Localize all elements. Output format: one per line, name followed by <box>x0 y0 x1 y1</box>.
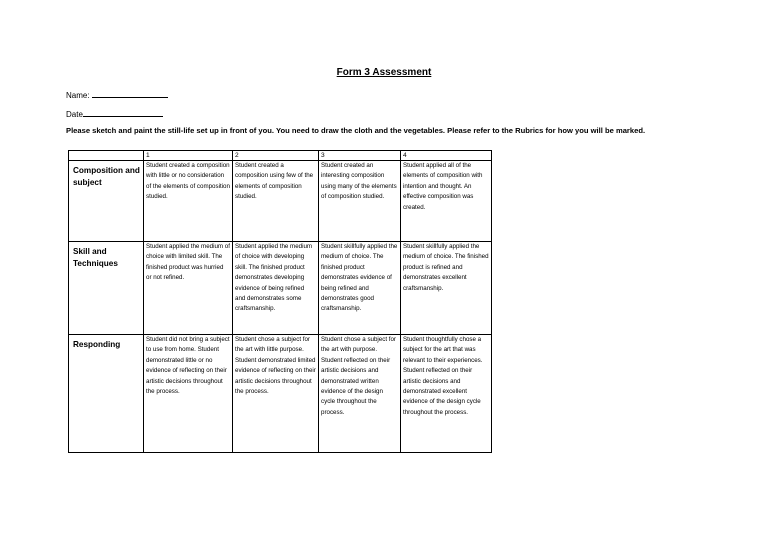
instructions-text: Please sketch and paint the still-life set up in front of you. You need to draw the cloth and the vegetables. Please refer to the Rubrics for how you will be marked. <box>66 126 646 135</box>
rubric-cell: Student thoughtfully chose a subject for the art that was relevant to their experiences. Student reflected on their artistic decisions and demonstrated excellent evidence of the design cycle throughout the process. <box>401 335 492 453</box>
rubric-cell: Student created an interesting composition using many of the elements of composition studied. <box>319 161 401 242</box>
rubric-cell: Student skillfully applied the medium of choice. The finished product demonstrates evidence of being refined and demonstrates good craftsmanship. <box>319 242 401 335</box>
date-field[interactable] <box>66 108 163 119</box>
rubric-level-header: 4 <box>401 151 492 161</box>
rubric-level-header: 3 <box>319 151 401 161</box>
name-label: Name: <box>66 91 90 100</box>
rubric-cell: Student applied all of the elements of composition with intention and thought. An effective composition was created. <box>401 161 492 242</box>
rubric-row-label: Responding <box>69 335 144 453</box>
date-label: Date <box>66 110 83 119</box>
rubric-cell: Student created a composition using few of the elements of composition studied. <box>233 161 319 242</box>
rubric-cell: Student chose a subject for the art with purpose. Student reflected on their artistic decisions and demonstrated written evidence of the design cycle throughout the process. <box>319 335 401 453</box>
name-blank-line[interactable] <box>92 89 168 98</box>
rubric-level-header: 1 <box>144 151 233 161</box>
page-title: Form 3 Assessment <box>336 67 432 78</box>
name-field[interactable] <box>66 89 168 100</box>
rubric-cell: Student chose a subject for the art with little purpose. Student demonstrated limited evidence of reflecting on their artistic decisions throughout the process. <box>233 335 319 453</box>
date-blank-line[interactable] <box>83 108 163 117</box>
rubric-header-row <box>69 151 492 161</box>
rubric-cell: Student skillfully applied the medium of choice. The finished product is refined and demonstrates excellent craftsmanship. <box>401 242 492 335</box>
rubric-cell: Student did not bring a subject to use from home. Student demonstrated little or no evidence of reflecting on their artistic decisions throughout the process. <box>144 335 233 453</box>
rubric-row-label: Skill and Techniques <box>69 242 144 335</box>
rubric-cell: Student applied the medium of choice with developing skill. The finished product demonstrates developing evidence of being refined and demonstrates some craftsmanship. <box>233 242 319 335</box>
rubric-table <box>68 150 492 453</box>
rubric-row-composition <box>69 161 492 242</box>
rubric-row-responding <box>69 335 492 453</box>
rubric-row-skill <box>69 242 492 335</box>
rubric-row-label: Composition and subject <box>69 161 144 242</box>
rubric-cell: Student applied the medium of choice with limited skill. The finished product was hurried or not refined. <box>144 242 233 335</box>
rubric-cell: Student created a composition with little or no consideration of the elements of composition studied. <box>144 161 233 242</box>
rubric-corner-cell <box>69 151 144 161</box>
rubric-level-header: 2 <box>233 151 319 161</box>
